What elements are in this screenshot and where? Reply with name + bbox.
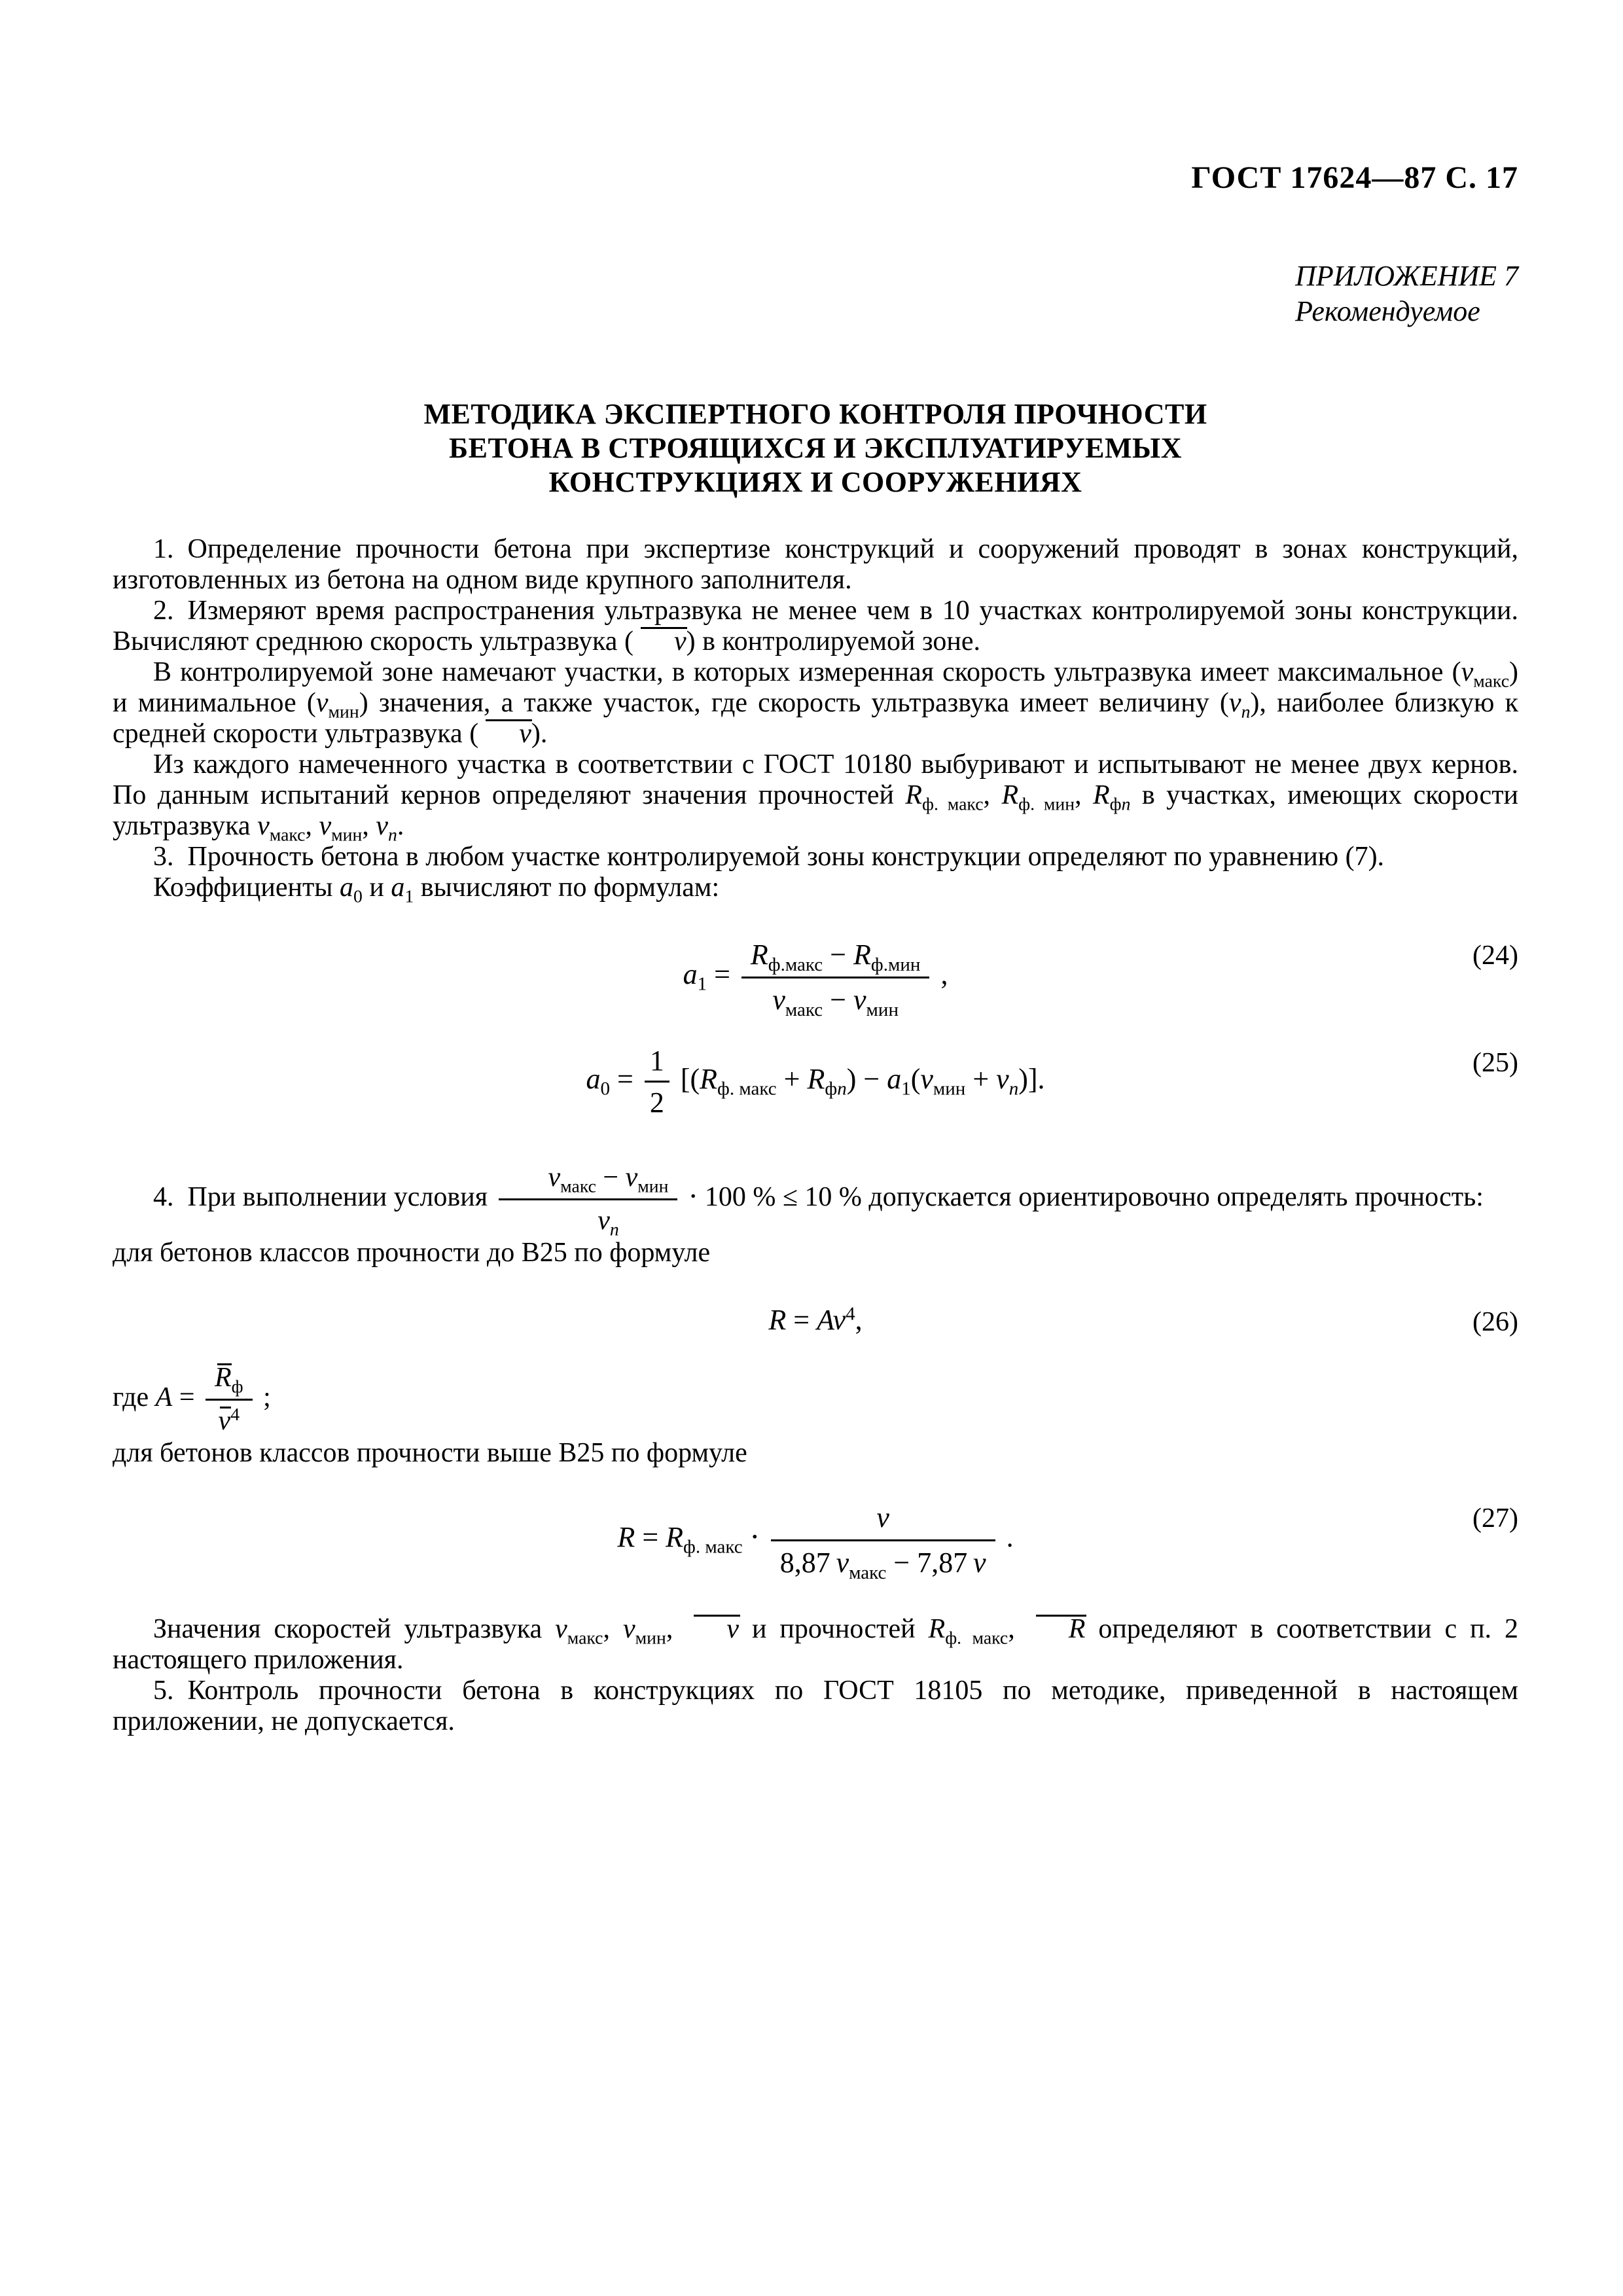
math-sub: фn (825, 1078, 847, 1100)
math-op: + (965, 1062, 997, 1095)
text-run: ) значения, а также участок, где скорость ультразвука имеет величину ( (359, 688, 1229, 719)
paragraph-where (113, 1361, 1518, 1438)
math-var: A (817, 1303, 833, 1336)
math-var: R (617, 1521, 635, 1554)
math-sub: ф. макс (922, 793, 984, 814)
paragraph-8: для бетонов классов прочности до В25 по формуле (113, 1237, 711, 1268)
text-run: Из каждого намеченного участка в соответствии с ГОСТ 10180 выбуривают и испытывают не менее двух кернов. По данным испытаний кернов определяют значения прочностей (113, 749, 1518, 811)
math-var: a (340, 872, 354, 903)
math-var: v (315, 688, 329, 719)
math-sub: 0 (353, 886, 363, 906)
math-sub: ф. мин (1018, 793, 1075, 814)
text-run: Значения скоростей ультразвука (153, 1613, 556, 1644)
math-var: a (391, 872, 405, 903)
text-run: . (397, 811, 404, 842)
text-run: вычисляют по формулам: (414, 872, 720, 903)
math-var: R (1093, 780, 1110, 811)
text-run: ). (531, 719, 548, 749)
equation-25-number: (25) (1472, 1047, 1518, 1078)
math-punct: )]. (1018, 1062, 1045, 1095)
doc-title-line-2: БЕТОНА В СТРОЯЩИХСЯ И ЭКСПЛУАТИРУЕМЫХ (449, 431, 1182, 464)
math-sub: 0 (600, 1078, 610, 1100)
math-var: v (555, 1613, 567, 1644)
math-var: v (319, 811, 332, 842)
text-run: , (603, 1613, 623, 1644)
paragraph-1: 1. Определение прочности бетона при экспертизе конструкций и сооружений проводят в зонах конструкций, изготовленных из бетона на одном виде крупного заполнителя. (113, 534, 1518, 596)
math-sub: 1 (404, 886, 414, 906)
equation-26-number: (26) (1472, 1306, 1518, 1337)
math-var: R (1001, 780, 1019, 811)
equation-25 (113, 1045, 1518, 1119)
text-run: Коэффициенты (153, 872, 340, 903)
math-sub: n (388, 824, 397, 845)
paragraph-7 (113, 1161, 1518, 1238)
math-var: v (920, 1062, 933, 1095)
doc-title (113, 397, 1518, 499)
math-var: v (622, 1613, 635, 1644)
text-run: определяют в соответствии с п. 2 настоящего приложения. (113, 1613, 1519, 1675)
equation-26 (113, 1304, 1518, 1337)
math-var: R (905, 780, 923, 811)
annex-inner (1295, 259, 1518, 329)
doc-title-line-3: КОНСТРУКЦИЯХ И СООРУЖЕНИЯХ (548, 465, 1082, 498)
math-var-v-mean: v (686, 1614, 739, 1645)
math-op: = (635, 1521, 666, 1554)
math-sub: n (1241, 701, 1251, 722)
annex-block (113, 259, 1518, 329)
fraction: $\frac{R_{ф.макс} - R_{ф.мин}}{v_{макс} - v_{мин}}$ (741, 937, 930, 1017)
doc-title-line-1: МЕТОДИКА ЭКСПЕРТНОГО КОНТРОЛЯ ПРОЧНОСТИ (423, 397, 1207, 430)
math-var: a (683, 958, 698, 991)
paragraph-6 (113, 872, 1518, 906)
document-body (113, 534, 1518, 1736)
text-run: , (1075, 780, 1094, 811)
text-run: в участках, имеющих скорости ультразвука (113, 780, 1519, 842)
math-punct: , (933, 958, 948, 991)
text-run: , (666, 1613, 687, 1644)
text-run: 2. Измеряют время распространения ультразвука не менее чем в 10 участках контролируемой зоны конструкции. Вычисляют среднюю скорость ультразвука ( (113, 596, 1518, 657)
math-var-v-mean: v (633, 626, 687, 657)
math-var: R (807, 1062, 825, 1095)
text-run: , (1008, 1613, 1028, 1644)
math-sub: 1 (697, 974, 707, 996)
fraction-27: $\frac{v}{8,87 v_{макс} - 7,87 v}$ (771, 1500, 995, 1580)
math-var: v (832, 1303, 846, 1336)
text-run: , (983, 780, 1002, 811)
text-run: ⋅ 100 % ≤ 10 % допускается ориентировочно определять прочность: (681, 1181, 1484, 1212)
equation-27 (113, 1500, 1518, 1583)
math-op: = (707, 958, 738, 991)
fraction-A: $\frac{R_ф}{v^4}$ (205, 1361, 253, 1438)
text-run: ), наиболее близкую к средней скорости ультразвука ( (113, 688, 1518, 749)
math-sub: ф. макс (683, 1536, 743, 1558)
math-punct: , (855, 1303, 863, 1336)
math-op: = (609, 1062, 641, 1095)
text-run: , (305, 811, 319, 842)
math-sub: макс (1473, 670, 1509, 691)
math-op: = (172, 1382, 202, 1413)
text-run: и (362, 872, 391, 903)
text-run: и прочностей (738, 1613, 929, 1644)
math-sub: макс (269, 824, 306, 845)
math-punct: ) − (846, 1062, 887, 1095)
math-sub: макс (567, 1627, 603, 1648)
paragraph-5: 3. Прочность бетона в любом участке контролируемой зоны конструкции определяют по уравнению (7). (153, 842, 1385, 872)
math-var-R-mean: R (1028, 1614, 1086, 1645)
math-var: A (155, 1382, 173, 1413)
math-var: a (586, 1062, 601, 1095)
text-run: В контролируемой зоне намечают участки, в которых измеренная скорость ультразвука имеет максимальное ( (153, 657, 1461, 688)
math-sub: мин (331, 824, 363, 845)
text-run: ) и минимальное ( (113, 657, 1518, 719)
math-var-v-mean: v (478, 719, 531, 749)
equation-24-number: (24) (1472, 941, 1518, 971)
math-punct: ( (910, 1062, 921, 1095)
math-var: v (1228, 688, 1241, 719)
paragraph-12: 5. Контроль прочности бетона в конструкциях по ГОСТ 18105 по методике, приведенной в настоящем приложении, не допускается. (113, 1675, 1518, 1736)
paragraph-2 (113, 596, 1518, 657)
math-var: v (996, 1062, 1009, 1095)
paragraph-10: для бетонов классов прочности выше В25 по формуле (113, 1438, 747, 1469)
math-sub: ф. макс (717, 1078, 777, 1100)
equation-27-number: (27) (1472, 1503, 1518, 1534)
text-run: где (113, 1382, 156, 1413)
math-op: ⋅ (742, 1521, 767, 1554)
math-var: R (700, 1062, 718, 1095)
math-punct: ; (256, 1382, 271, 1413)
math-sub: фn (1109, 793, 1131, 814)
math-sub: мин (635, 1627, 666, 1648)
math-var: R (768, 1303, 787, 1336)
paragraph-3 (113, 657, 1518, 749)
math-var: v (257, 811, 270, 842)
annex-label: ПРИЛОЖЕНИЕ 7 (1295, 260, 1518, 293)
math-sub: n (1008, 1078, 1019, 1100)
text-run: 4. При выполнении условия (153, 1181, 495, 1212)
fraction-condition: $\frac{v_{макс} - v_{мин}}{v_n}$ (499, 1161, 678, 1238)
math-punct: . (999, 1521, 1014, 1554)
math-var: v (376, 811, 388, 842)
annex-type: Рекомендуемое (1295, 295, 1480, 328)
math-var: R (666, 1521, 684, 1554)
math-sub: мин (933, 1078, 966, 1100)
math-op: = (786, 1303, 817, 1336)
math-sup: 4 (846, 1303, 855, 1325)
page-header: ГОСТ 17624—87 С. 17 (1191, 160, 1518, 195)
math-punct: [( (673, 1062, 700, 1095)
math-op: + (776, 1062, 808, 1095)
equation-24 (113, 937, 1518, 1020)
fraction-half: $\frac{1}{2}$ (645, 1045, 669, 1119)
paragraph-4 (113, 749, 1519, 845)
math-var: v (1461, 657, 1474, 688)
text-run: ) в контролируемой зоне. (686, 626, 980, 657)
text-run: , (362, 811, 376, 842)
paragraph-11 (113, 1614, 1518, 1676)
math-sub: мин (328, 701, 359, 722)
math-var: a (887, 1062, 902, 1095)
math-sub: ф. макс (945, 1627, 1008, 1648)
math-var: R (928, 1613, 946, 1644)
math-sub: 1 (901, 1078, 911, 1100)
